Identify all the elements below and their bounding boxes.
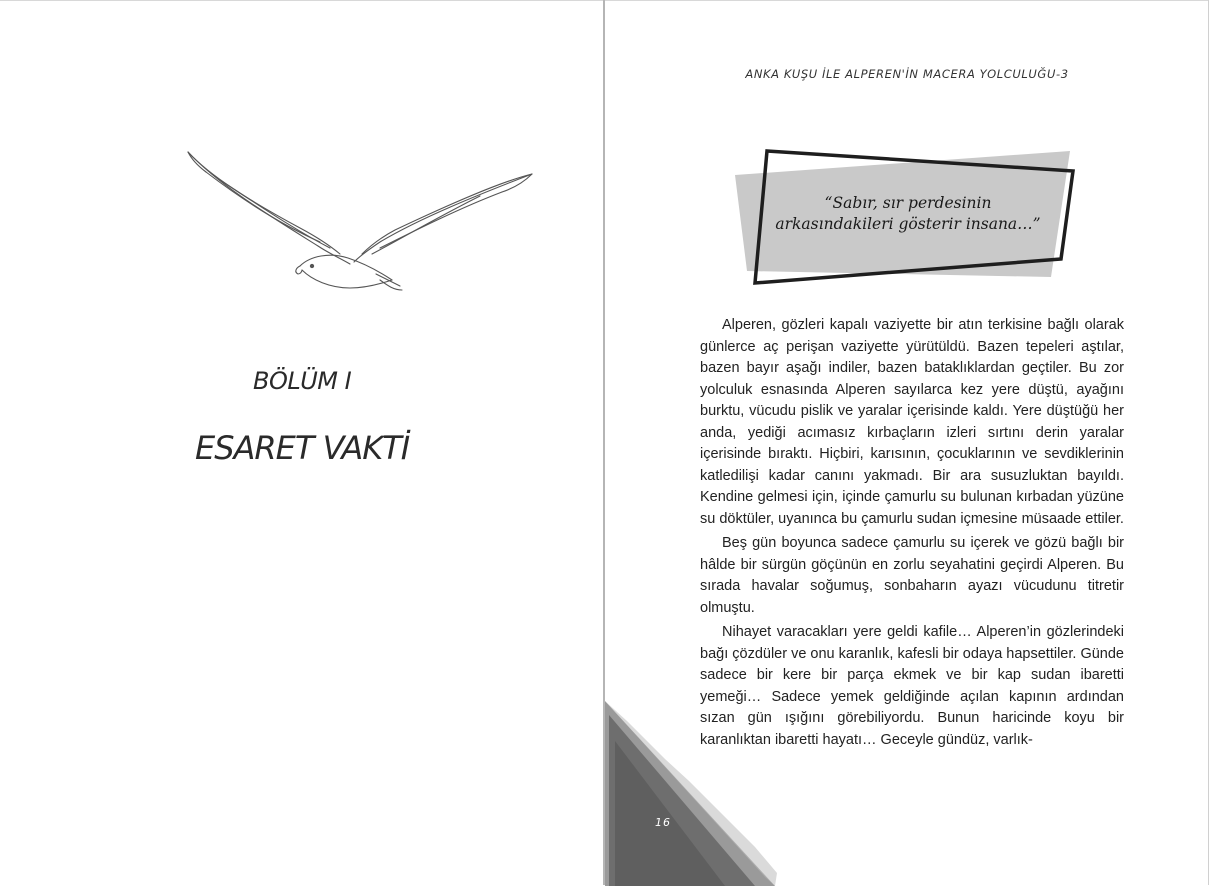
paragraph: Beş gün boyunca sadece çamurlu su içerek ve gözü bağlı bir hâlde bir sürgün göçünün en zorlu seyahatini geçirdi Alperen. Bu sırada havalar soğumuş, sonbaharın ayazı vücudunu titretir olmuştu.: [700, 535, 1124, 616]
chapter-title: ESARET VAKTİ: [195, 429, 410, 467]
paragraph: Nihayet varacakları yere geldi kafile… Alperen’in gözlerindeki bağı çözdüler ve onu karanlık, kafesli bir odaya hapsettiler. Günde sadece bir kere bir parça ekmek ve bir kap sudan ibaretti yemeği… Sadece yemek geldiğinde açılan kapının ardından sızan gün ışığını görebiliyordu. Bunun haricinde koyu bir karanlıktan ibaretti hayatı… Geceyle gündüz, varlık-: [700, 624, 1124, 748]
quote-line: “Sabır, sır perdesinin: [824, 194, 992, 212]
paragraph: Alperen, gözleri kapalı vaziyette bir atın terkisine bağlı olarak günlerce aç perişan vaziyette yürütüldü. Bazen tepeleri aştılar, bazen bayır aşağı indiler, bazen bataklıklardan geçtiler. Bu zor yolculuk esnasında Alperen sayılarca kez yere düştü, ayağını burktu, vücudu pislik ve yaralar içerisinde kaldı. Yere düştüğü her anda, yediği acımasız kırbaçların izleri sırtını derin yaralar içerisinde bıraktı. Hiçbiri, karısının, çocuklarının ve sevdiklerinin katledilişi kadar canını yakmadı. Bir ara susuzluktan bayıldı. Kendine gelmesi için, içinde çamurlu su bulunan kırbadan yüzüne su döktüler, uyanınca bu çamurlu sudan içmesine müsaade ettiler.: [700, 317, 1124, 527]
page-number: 16: [655, 816, 671, 829]
corner-decoration: [605, 701, 785, 886]
chapter-label: BÖLÜM I: [253, 367, 352, 395]
quote-line: arkasındakileri gösterir insana…”: [775, 215, 1041, 233]
quote-box: [733, 147, 1078, 289]
seagull-illustration: [180, 146, 540, 296]
right-page: [605, 0, 1209, 886]
left-page: [0, 0, 603, 886]
running-head: ANKA KUŞU İLE ALPEREN'İN MACERA YOLCULUĞU-3: [745, 67, 1069, 81]
quote-text: [773, 193, 1043, 235]
body-text: [700, 315, 1124, 754]
